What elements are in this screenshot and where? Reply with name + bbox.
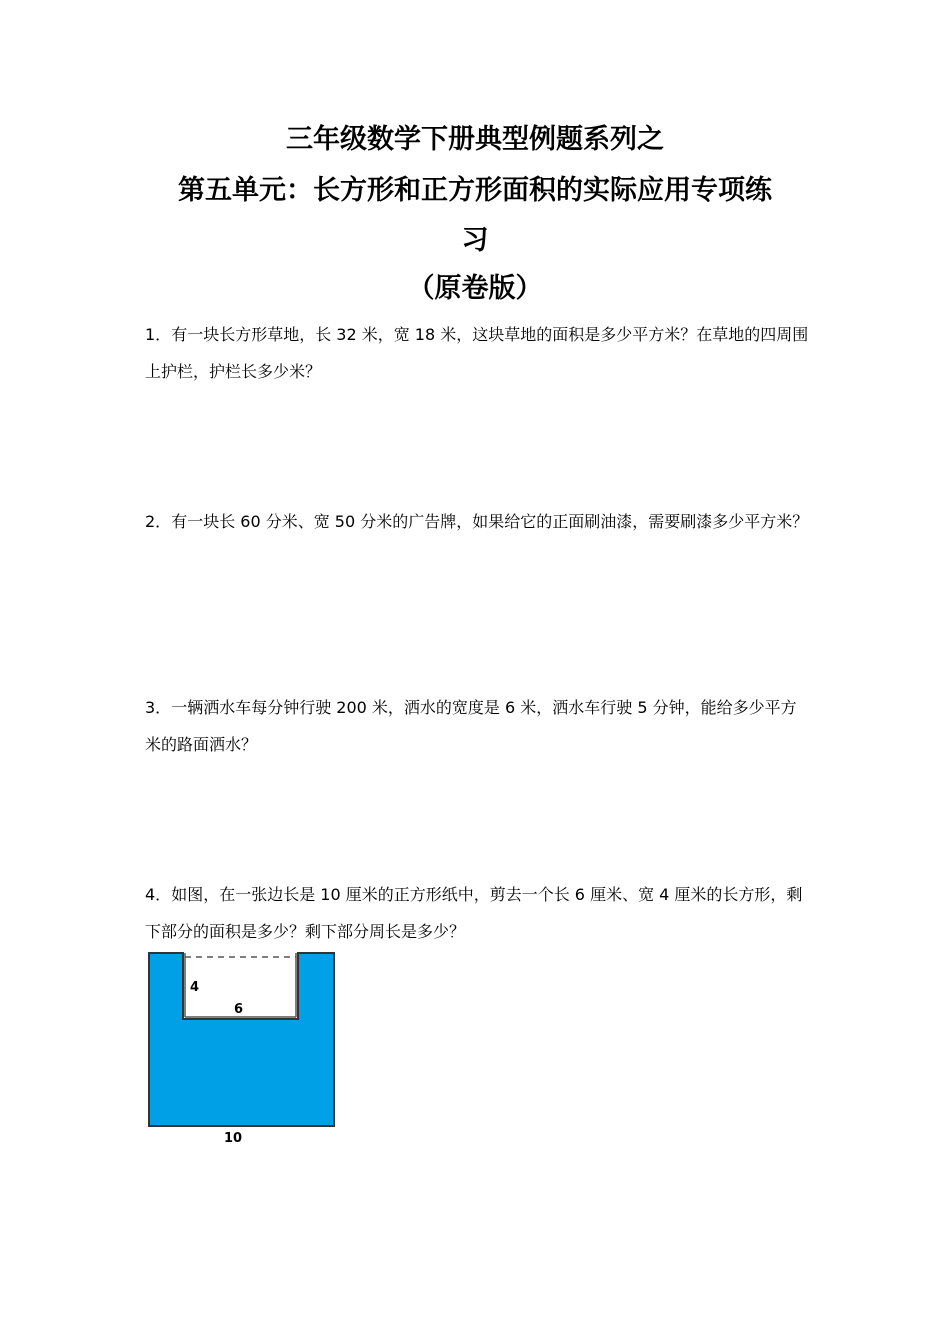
- height-label: 4: [190, 980, 200, 995]
- question-text: 有一块长 60 分米、宽 50 分米的广告牌，如果给它的正面刷油漆，需要刷漆多少平方米？: [171, 512, 809, 531]
- title-edition: （原卷版）: [407, 273, 543, 304]
- question-text: 一辆洒水车每分钟行驶 200 米，洒水的宽度是 6 米，洒水车行驶 5 分钟，能给多少平方米的路面洒水？: [145, 698, 797, 754]
- width-label: 6: [234, 1002, 244, 1017]
- question-number: 3．: [145, 698, 172, 717]
- question-number: 1．: [145, 325, 172, 344]
- question-1: [145, 316, 810, 390]
- question-text: 如图，在一张边长是 10 厘米的正方形纸中，剪去一个长 6 厘米、宽 4 厘米的长方形，剩下部分的面积是多少？剩下部分周长是多少？: [145, 885, 803, 941]
- title-line-1: 三年级数学下册典型例题系列之: [286, 124, 664, 155]
- question-number: 2．: [145, 512, 172, 531]
- remaining-paper-shape: [149, 953, 334, 1126]
- question-text: 有一块长方形草地，长 32 米，宽 18 米，这块草地的面积是多少平方米？在草地的四周围上护栏，护栏长多少米？: [145, 325, 809, 381]
- question-4: [145, 876, 810, 950]
- title-line-3: 习: [461, 225, 489, 256]
- title-line-2: 第五单元：长方形和正方形面积的实际应用专项练: [178, 175, 772, 206]
- figure-svg: [140, 945, 350, 1150]
- cutout-square-figure: [140, 945, 350, 1150]
- question-2: [145, 503, 810, 540]
- side-label: 10: [224, 1131, 243, 1146]
- question-3: [145, 689, 810, 763]
- question-number: 4．: [145, 885, 172, 904]
